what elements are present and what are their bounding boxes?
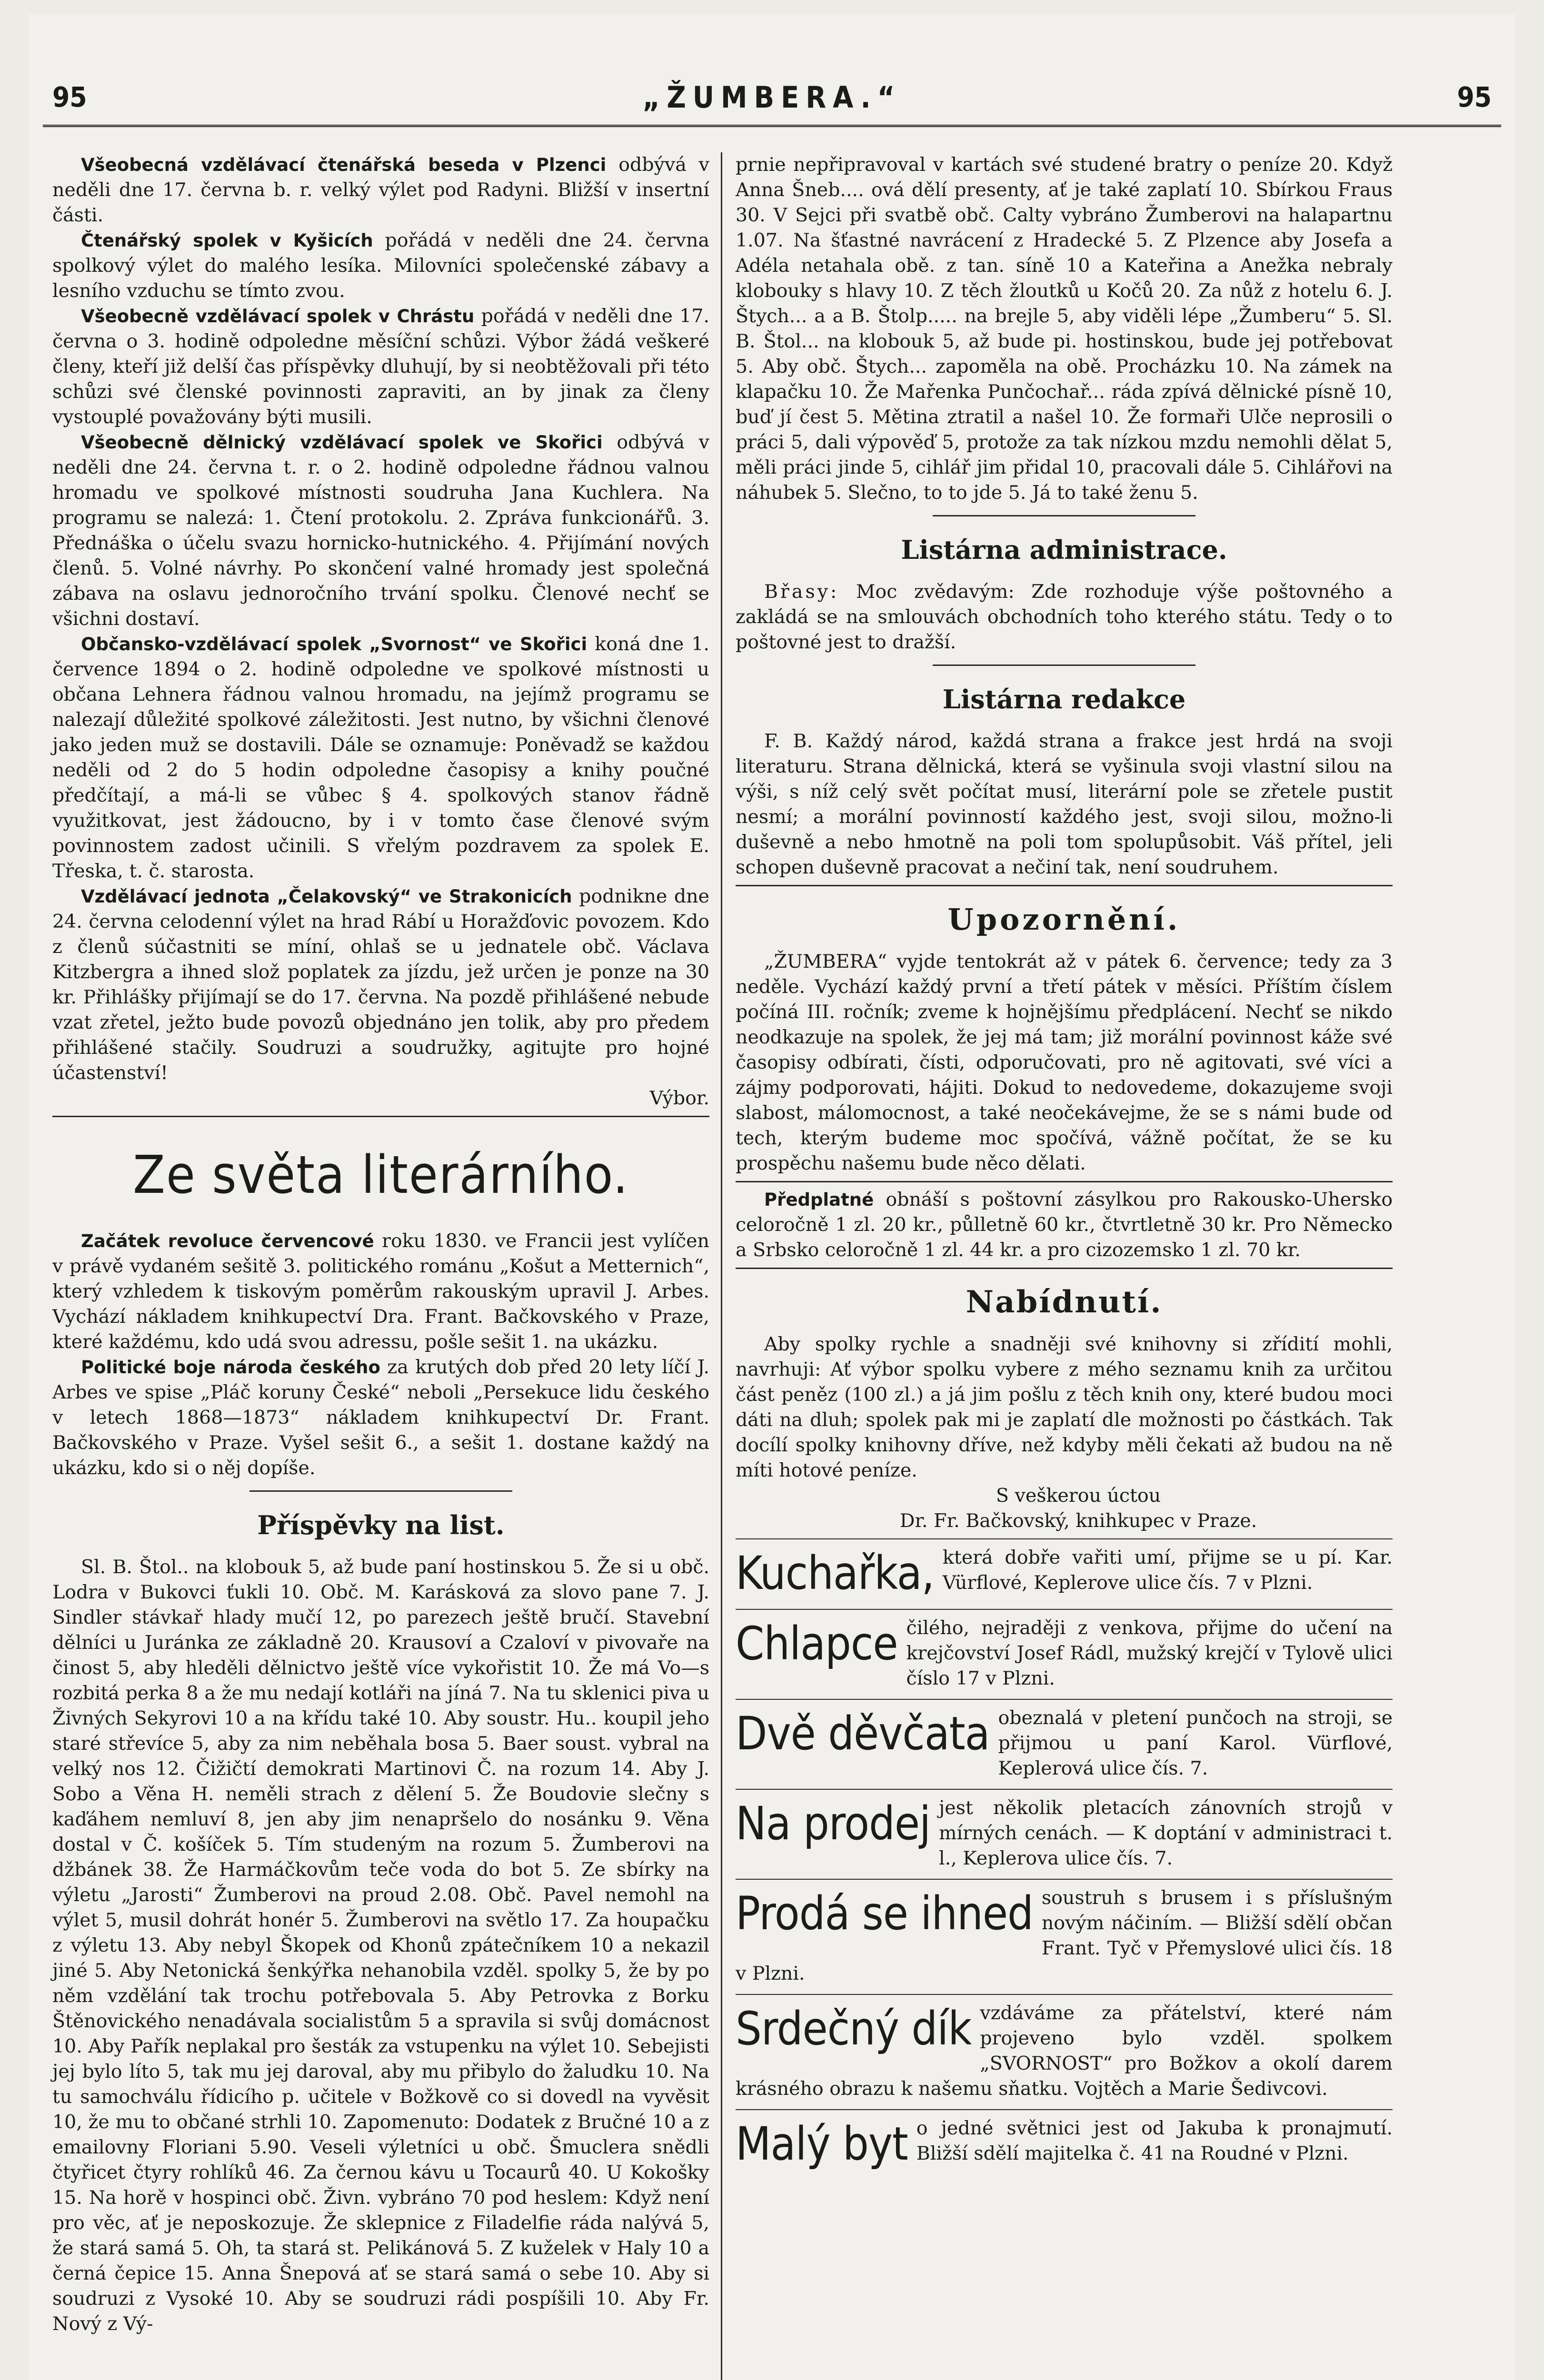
ad-text: o jedné světnici jest od Jakuba k pronajmutí. Bližší sdělí majitelka č. 41 na Roudné v Plzni. [916,2117,1393,2164]
contributions-continued: prnie nepřipravoval v kartách své studené bratry o peníze 20. Když Anna Šneb.... ová dělí presenty, ať je také zaplatí 10. Sbírkou Fraus 30. V Sejci při svatbě obč. Calty vybráno Žumberovi na halapartnu 1.07. Na šťastné navrácení z Hradecké 5. Z Plzence aby Josefa a Adéla netahala obě. z tan. síně 10 a Kateřina a Anežka nebraly klobouky s hlavy 10. Z těch žloutků u Kočů 20. Za nůž z hotelu 6. J. Štych... a a B. Štolp..... na brejle 5, aby viděli lépe „Žumberu“ 5. Sl. B. Štol... na klobouk 5, až bude pi. hostinskou, bude jej potřebovat 5. Aby obč. Štych... zapoměla na obě. Procházku 10. Na zámek na klapačku 10. Že Mařenka Punčochař... ráda zpívá dělnické písně 10, buď jí čest 5. Mětina ztratil a našel 10. Že formaři Ulče neprosili o práci 5, dali výpověď 5, protože za tak nízkou mzdu nemohli dělat 5, měli práci jinde 5, cihlář jim přidal 10, pracovali dále 5. Cihlářovi na náhubek 5. Slečno, to to jde 5. Já to také ženu 5. [736,154,1393,504]
offer-regards: S veškerou úctou [996,1485,1161,1507]
ad-separator [736,1609,1393,1610]
subscription-info: Předplatné obnáší s poštovní zásylkou pro Rakousko-Uhersko celoročně 1 zl. 20 kr., půlletně 60 kr., čtvrtletně 30 kr. Pro Německo a Srbsko celoročně 1 zl. 44 kr. a pro cizozemsko 1 zl. 70 kr. [736,1189,1393,1261]
ad-separator [736,2109,1393,2110]
ad-text: čilého, nejraději z venkova, přijme do učení na krejčovství Josef Rádl, mužský krejčí v Tylově ulici číslo 17 v Plzni. [906,1617,1393,1689]
page-number-right: 95 [1457,81,1492,113]
notice-title: Upozornění. [947,902,1181,937]
ad-text: jest několik pletacích zánovních strojů v mírných cenách. — K doptání v administraci t. l., Keplerova ulice čís. 7. [938,1797,1393,1869]
notice-text: „ŽUMBERA“ vyjde tentokrát až v pátek 6. července; tedy za 3 neděle. Vychází každý první a třetí pátek v měsíci. Příštím číslem počíná III. ročník; zveme k hojnějšímu předplácení. Nechť se nikdo neodkazuje na spolek, že jej má tam; již morální povinnost káže své časopisy odbírati, čísti, odporučovati, pro ně agitovati, své víci a zájmy podporovati, hájiti. Dokud to nedovedeme, dokazujeme svoji slabost, málomocnost, a také neočekávejme, že se s námi bude od tech, kterým budeme moc spočívá, vážně počítat, že se ku prospěchu našemu bude něco dělati. [736,951,1393,1174]
club-notice: Vzdělávací jednota „Čelakovský“ ve Strakonicích podnikne dne 24. června celodenní výlet na hrad Rábí u Horažďovic povozem. Kdo z členů súčastniti se míní, ohlaš se u jednatele obč. Václava Kitzbergra a ihned slož poplatek za jízdu, jež určen je ponze na 30 kr. Přihlášky přijímají se do 17. června. Na pozdě přihlášené nebude vzat zřetel, ježto bude povozů objednáno jen tolik, aby pro předem přihlášené stačily. Soudruzi a soudružky, agitujte pro hojné účastenství! [52,885,710,1084]
ad-text: vzdáváme za přátelství, které nám projeveno bylo vzděl. spolkem „SVORNOST“ pro Božkov a okolí darem krásného obrazu k našemu sňatku. Vojtěch a Marie Šedivcovi. [736,2002,1393,2100]
club-notice: Všeobecně vzdělávací spolek v Chrástu pořádá v neděli dne 17. června o 3. hodině odpoledne měsíční schůzi. Výbor žádá veškeré členy, kteří již delší čas příspěvky dluhují, by si neobtěžovali při této schůzi své členské povinnosti zapraviti, an by jinak za členy vystouplé považovány býti musili. [52,305,710,428]
offer-signature: Dr. Fr. Bačkovský, knihkupec v Praze. [899,1510,1257,1532]
admin-letter: Břasy: Moc zvědavým: Zde rozhoduje výše poštovného a zakládá se na smlouvách obchodních toho kterého státu. Tedy o to poštovné jest to dražší. [736,581,1393,653]
classified-ad [736,1795,1393,1874]
page-number-left: 95 [52,81,87,113]
ad-separator [736,1538,1393,1539]
ad-separator [736,1789,1393,1790]
ad-headline: Srdečný dík [736,2002,972,2055]
short-rule [249,1490,512,1492]
section-rule [736,1268,1393,1269]
offer-title: Nabídnutí. [966,1284,1163,1320]
page-header [43,71,1501,124]
ad-headline: Prodá se ihned [736,1887,1033,1940]
club-notice: Všeobecně dělnický vzdělávací spolek ve Skořici odbývá v neděli dne 24. června t. r. o 2. hodině odpoledne řádnou valnou hromadu ve spolkové místnosti soudruha Jana Kuchlera. Na programu se nalezá: 1. Čtení protokolu. 2. Zpráva funkcionářů. 3. Přednáška o účelu svazu hornicko-hutnického. 4. Přijímání nových členů. 5. Volné návrhy. Po skončení valné hromady jest společná zábava na oslavu jednoročního trvání spolku. Členové nechť se všichni dostaví. [52,431,709,630]
classified-ad [736,1885,1393,1989]
right-column [736,152,1393,2380]
club-notice: Občansko-vzdělávací spolek „Svornost“ ve Skořici koná dne 1. července 1894 o 2. hodině odpoledne ve spolkové místnosti u občana Lehnera řádnou valnou hromadu, na jejímž programu se nalezají důležité spolkové záležitosti. Jest nutno, by všichni členové jako jeden muž se dostavili. Dále se oznamuje: Poněvadž se každou neděli od 2 do 5 hodin odpoledne časopisy a knihy poučné předčítají, a má-li se vůbec § 4. spolkových stanov řádně využitkovat, jest žádoucno, by i v tomto čase členové svým povinnostem zadost učinili. S vřelým pozdravem za spolek E. Třeska, t. č. starosta. [52,633,709,882]
ad-headline: Kuchařka, [736,1547,934,1600]
column-divider [721,152,722,2380]
masthead-title: „ŽUMBERA.“ [642,80,902,115]
literary-item: Politické boje národa českého za krutých dob před 20 lety líčí J. Arbes ve spise „Pláč koruny České“ neboli „Persekuce lidu českého v letech 1868—1873“ nákladem knihkupectví Dr. Frant. Bačkovského v Praze. Vyšel sešit 6., a sešit 1. dostane každý na ukázku, kdo si o něj dopíše. [52,1356,709,1479]
ad-headline: Chlapce [736,1617,898,1670]
ad-headline: Dvě děvčata [736,1707,990,1760]
ad-headline: Na prodej [736,1797,930,1850]
header-rule [43,125,1501,127]
contributions-text: Sl. B. Štol.. na klobouk 5, až bude paní hostinskou 5. Že si u obč. Lodra v Bukovci ťukli 10. Obč. M. Karásková za slovo pane 7. J. Sindler stávkař hlady mučí 12, po parezech ještě bručí. Stavební dělníci u Juránka ze základně 20. Krausoví a Czaloví v pivovaře na činost 5, aby hleděli dělnictvo ještě více vykořistit 10. Že má Vo—s rozbitá perka 8 a že mu nedají kotláři na jíná 7. Na tu sklenici piva u Živných Sekyrovi 10 a na křídu také 10. Aby soustr. Hu.. koupil jeho staré střevíce 5, aby za nim neběhala bosa 5. Baer soust. vybral na velký nos 12. Čižičtí demokrati Martinovi Č. na rozum 14. Aby J. Sobo a Věna H. neměli strach z dělení 5. Že Boudovie slečny s kaďáhem nemluví 8, jen aby jim nenapršelo do nosánku 9. Věna dostal v Č. košíček 5. Tím studeným na rozum 5. Žumberovi na džbánek 38. Že Harmáčkovům teče voda do bot 5. Ze sbírky na výletu „Jarosti“ Žumberovi na proud 2.08. Obč. Pavel nemohl na výlet 5, musil dohrát honér 5. Žumberovi na světlo 17. Za houpačku z výletu 13. Aby nebyl Škopek od Khonů zpátečníkem 10 a nekazil jiné 5. Aby Netonická šenkýřka nehanobila vzděl. spolky 5, že by po něm vzdělání tak trochu potřebovala 5. Aby Petrovka z Borku Štěnovického nenadávala socialistům 5 a spravila si svůj domácnost 10. Aby Pařík neplakal pro šesták za vstupenku na výlet 10. Sebejisti jej bylo líto 5, tak mu jej daroval, aby mu přibylo do žaludku 10. Na tu samochválu řídicího p. učitele v Božkově co si dovedl na vyvěsit 10, že mu to občané strhli 10. Zapomenuto: Dodatek z Bručné 10 a z emailovny Floriani 5.90. Veseli výletníci u obč. Šmuclera snědli čtyřicet čtyry rohlíků 46. Za černou kávu u Tocaurů 40. U Kokošky 15. Na horě v hospinci obč. Živn. vybráno 70 pod heslem: Když není pro věc, ať je neposkozuje. Že sklepnice z Filadelfie ráda nalývá 5, že stará samá 5. Oh, ta stará st. Pelikánová 5. Z kuželek v Haly 10 a černá čepice 15. Anna Šnepová ať se stará samá o sebe 10. Aby si soudruzi z Vysoké 10. Aby se soudruzi rádi pospíšili 10. Aby Fr. Nový z Vý- [52,1556,709,2335]
literary-section-title: Ze světa literárního. [133,1144,629,1205]
classified-ad [736,1616,1393,1694]
ad-text: která dobře vařiti umí, přijme se u pí. Kar. Vürflové, Keplerove ulice čís. 7 v Plzni. [942,1547,1393,1594]
ad-text: obeznalá v pletení punčoch na stroji, se přijmou u paní Karol. Vürflové, Keplerová ulice čís. 7. [998,1707,1393,1779]
offer-text: Aby spolky rychle a snadněji své knihovny si zřídití mohli, navrhuji: Ať výbor spolku vybere z mého seznamu knih za určitou část peněz (100 zl.) a já jim pošlu z těch knih ony, které budou moci dáti na dluh; spolek pak mi je zaplatí dle možnosti po částkách. Tak docílí spolky knihovny dříve, než kdyby měli čekati až budou na ně míti hotové peníze. [736,1333,1393,1481]
club-notice: Všeobecná vzdělávací čtenářská beseda v Plzenci odbývá v neděli dne 17. června b. r. velký výlet pod Radyni. Bližší v insertní části. [52,154,709,226]
ad-text: soustruh s brusem i s příslušným novým náčiním. — Bližší sdělí občan Frant. Tyč v Přemyslové ulici čís. 18 v Plzni. [736,1887,1393,1984]
section-rule [52,1116,709,1117]
classified-ad [736,2116,1393,2175]
classified-ad [736,1545,1393,1604]
left-column [52,152,709,2380]
classified-ad [736,1706,1393,1784]
ad-separator [736,1994,1393,1995]
ad-headline: Malý byt [736,2117,908,2171]
short-rule [933,515,1195,516]
editorial-letter: F. B. Každý národ, každá strana a frakce jest hrdá na svoji literaturu. Strana dělnická, která se vyšinula svoji vlastní silou na výši, s níž celý svět počítat musí, literární pole se zřetele pustit nesmí; a morální povinností každého jest, svoji silou, možno-li duševně a nebo hmotně na poli tom spolupůsobit. Váš přítel, jeli schopen duševně pracovat a nečiní tak, není soudruhem. [736,730,1393,878]
short-rule [933,664,1195,666]
literary-item: Začátek revoluce červencové roku 1830. ve Francii jest vylíčen v právě vydaném sešitě 3. politického románu „Košut a Metternich“, který vzhledem k tiskovým poměrům rakouským upravil J. Arbes. Vychází nákladem knihkupectví Dra. Frant. Bačkovského v Praze, které každému, kdo udá svou adressu, pošle sešit 1. na ukázku. [52,1230,709,1353]
club-signature: Výbor. [649,1087,709,1109]
club-notice: Čtenářský spolek v Kyšicích pořádá v neděli dne 24. června spolkový výlet do malého lesíka. Milovníci společenské zábavy a lesního vzduchu se tímto zvou. [52,229,709,302]
contributions-title: Příspěvky na list. [257,1510,505,1540]
ad-separator [736,1699,1393,1700]
ad-separator [736,1879,1393,1880]
section-rule [736,885,1393,886]
section-rule [736,1181,1393,1182]
admin-letters-title: Listárna administrace. [901,535,1227,565]
editorial-letters-title: Listárna redakce [942,684,1186,714]
classified-ad [736,2001,1393,2104]
